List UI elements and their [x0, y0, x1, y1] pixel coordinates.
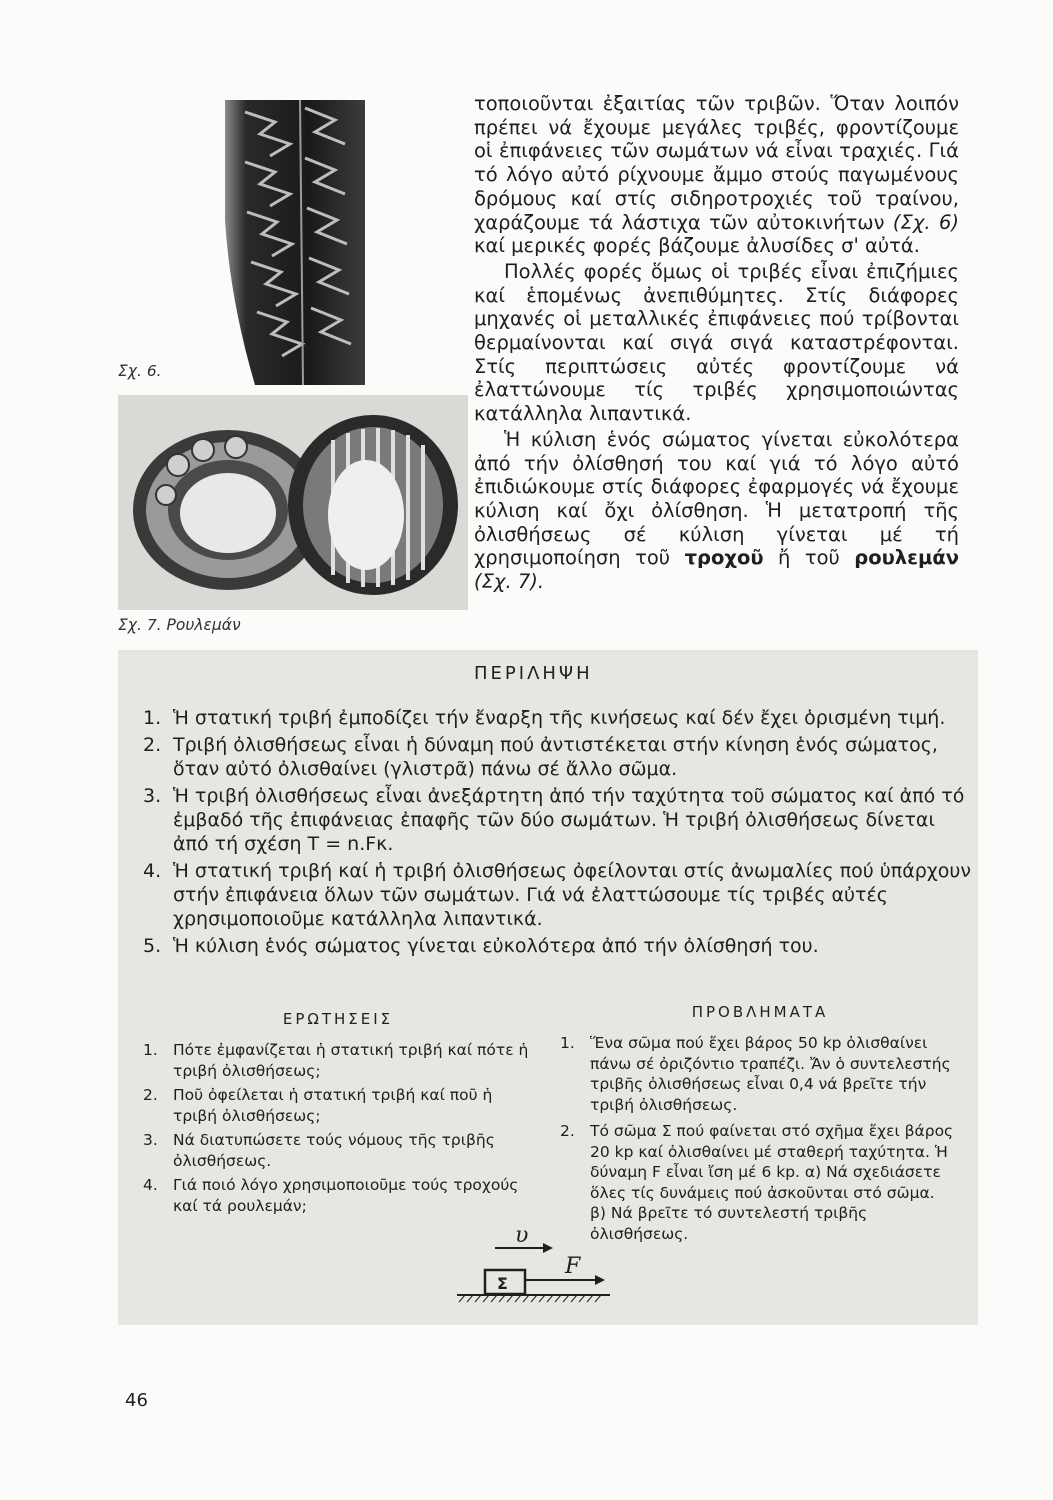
summary-item	[143, 934, 973, 958]
problem-text: Τό σῶμα Σ πού φαίνεται στό σχῆμα ἔχει βάρος 20 kp καί ὀλισθαίνει μέ σταθερή ταχύτητα. Ἡ δύναμη F εἶναι ἴση μέ 6 kp. α) Νά σχεδιάσετε ὅλες τίς δυνάμεις πού ἀσκοῦνται στό σῶμα. β) Νά βρεῖτε τό συντελεστή τριβῆς ὀλισθήσεως.	[590, 1122, 954, 1243]
diagram-drawing	[455, 1218, 615, 1308]
bearings-image	[118, 395, 468, 610]
paragraph-1	[474, 92, 959, 258]
force-label: F	[565, 1254, 581, 1279]
question-number: 4.	[143, 1176, 158, 1194]
question-number: 3.	[143, 1131, 158, 1149]
question-item	[143, 1085, 538, 1126]
term-wheel: τροχοῦ	[684, 546, 764, 570]
figure-7-reference: (Σχ. 7).	[474, 570, 545, 594]
paragraph-1-text: τοποιοῦνται ἐξαιτίας τῶν τριβῶν. Ὅταν λοιπόν πρέπει νά ἔχουμε μεγάλες τριβές, φροντίζουμε οἱ ἐπιφάνειες τῶν σωμάτων νά εἶναι τραχιές. Γιά τό λόγο αὐτό ρίχνουμε ἄμμο στούς παγωμένους δρόμους καί στίς σιδηροτροχιές τοῦ τραίνου, χαράζουμε τά λάστιχα τῶν αὐτοκινήτων	[474, 92, 959, 234]
question-text: Γιά ποιό λόγο χρησιμοποιοῦμε τούς τροχούς καί τά ρουλεμάν;	[173, 1176, 519, 1215]
velocity-arrow-head	[543, 1243, 553, 1253]
summary-item-text: Ἡ στατική τριβή ἐμποδίζει τήν ἔναρξη τῆς κινήσεως καί δέν ἔχει ὁρισμένη τιμή.	[173, 707, 946, 729]
questions-title: ΕΡΩΤΗΣΕΙΣ	[282, 1010, 394, 1028]
summary-item-number: 1.	[143, 707, 162, 729]
page-number: 46	[125, 1390, 148, 1411]
figure-7-bearings	[118, 395, 468, 610]
surface-hatching	[459, 1295, 601, 1302]
figure-6-reference: (Σχ. 6)	[892, 210, 959, 234]
question-text: Ποῦ ὀφείλεται ἡ στατική τριβή καί ποῦ ἡ τριβή ὀλισθήσεως;	[173, 1086, 493, 1125]
paragraph-3	[474, 428, 959, 594]
summary-item-text: Ἡ στατική τριβή καί ἡ τριβή ὀλισθήσεως ὀφείλονται στίς ἀνωμαλίες πού ὑπάρχουν στήν ἐπιφάνεια ὅλων τῶν σωμάτων. Γιά νά ἐλαττώσουμε τίς τριβές αὐτές χρησιμοποιοῦμε κατάλληλα λιπαντικά.	[173, 860, 972, 930]
problem-text: Ἕνα σῶμα πού ἔχει βάρος 50 kp ὀλισθαίνει πάνω σέ ὀριζόντιο τραπέζι. Ἄν ὁ συντελεστής τριβῆς ὀλισθήσεως εἶναι 0,4 νά βρεῖτε τήν τριβή ὀλισθήσεως.	[590, 1034, 951, 1114]
summary-item	[143, 706, 973, 730]
summary-list	[143, 706, 973, 958]
summary-item-number: 4.	[143, 860, 162, 882]
block-force-diagram	[455, 1218, 615, 1308]
figure-7-caption: Σχ. 7. Ρουλεμάν	[118, 616, 241, 634]
figure-6-tire	[215, 100, 375, 385]
problems-list	[560, 1033, 955, 1248]
summary-item-number: 5.	[143, 935, 162, 957]
paragraph-3-mid: ἤ τοῦ	[778, 546, 840, 570]
question-text: Πότε ἐμφανίζεται ἡ στατική τριβή καί πότε ἡ τριβή ὀλισθήσεως;	[173, 1041, 529, 1080]
question-number: 1.	[143, 1041, 158, 1059]
figure-6-caption: Σχ. 6.	[118, 362, 162, 380]
summary-item	[143, 733, 973, 781]
summary-title: ΠΕΡΙΛΗΨΗ	[474, 663, 593, 684]
summary-item-text: Τριβή ὀλισθήσεως εἶναι ἡ δύναμη πού ἀντιστέκεται στήν κίνηση ἑνός σώματος, ὅταν αὐτό ὀλισθαίνει (γλιστρᾶ) πάνω σέ ἄλλο σῶμα.	[173, 734, 938, 780]
summary-item-number: 3.	[143, 785, 162, 807]
tire-image	[215, 100, 375, 385]
body-text-column	[474, 92, 959, 594]
problem-number: 1.	[560, 1034, 575, 1052]
question-item	[143, 1040, 538, 1081]
problem-item	[560, 1033, 955, 1115]
term-bearing: ρουλεμάν	[854, 546, 960, 570]
summary-item-text: Ἡ κύλιση ἑνός σώματος γίνεται εὐκολότερα ἀπό τήν ὀλίσθησή του.	[173, 935, 819, 957]
summary-item	[143, 859, 973, 931]
summary-item-number: 2.	[143, 734, 162, 756]
paragraph-3-text: Ἡ κύλιση ἑνός σώματος γίνεται εὐκολότερα ἀπό τήν ὀλίσθησή του καί γιά τό λόγο αὐτό ἐπιδιώκουμε στίς διάφορες ἐφαρμογές νά ἔχουμε κύλιση καί ὄχι ὀλίσθηση. Ἡ μετατροπή τῆς ὀλισθήσεως σέ κύλιση γίνεται μέ τή χρησιμοποίηση τοῦ	[474, 427, 959, 570]
paragraph-1-end: καί μερικές φορές βάζουμε ἀλυσίδες σ' αὐτά.	[474, 234, 920, 258]
summary-item	[143, 784, 973, 856]
problem-item	[560, 1121, 955, 1244]
problem-number: 2.	[560, 1122, 575, 1140]
questions-list	[143, 1040, 538, 1220]
question-number: 2.	[143, 1086, 158, 1104]
block-label: Σ	[497, 1274, 508, 1293]
question-item	[143, 1130, 538, 1171]
question-item	[143, 1175, 538, 1216]
velocity-label: υ	[515, 1223, 529, 1248]
force-arrow-head	[595, 1275, 605, 1285]
question-text: Νά διατυπώσετε τούς νόμους τῆς τριβῆς ὀλισθήσεως.	[173, 1131, 495, 1170]
paragraph-2: Πολλές φορές ὅμως οἱ τριβές εἶναι ἐπιζήμιες καί ἑπομένως ἀνεπιθύμητες. Στίς διάφορες μηχανές οἱ μεταλλικές ἐπιφάνειες πού τρίβονται θερμαίνονται καί σιγά σιγά καταστρέφονται. Στίς περιπτώσεις αὐτές φροντίζουμε νά ἐλαττώνουμε τίς τριβές χρησιμοποιώντας κατάλληλα λιπαντικά.	[474, 259, 959, 426]
summary-item-text: Ἡ τριβή ὀλισθήσεως εἶναι ἀνεξάρτητη ἀπό τήν ταχύτητα τοῦ σώματος καί ἀπό τό ἐμβαδό τῆς ἐπιφάνειας ἐπαφῆς τῶν δύο σωμάτων. Ἡ τριβή ὀλισθήσεως δίνεται ἀπό τή σχέση Τ = n.Fκ.	[173, 785, 965, 855]
problems-title: ΠΡΟΒΛΗΜΑΤΑ	[691, 1003, 829, 1021]
